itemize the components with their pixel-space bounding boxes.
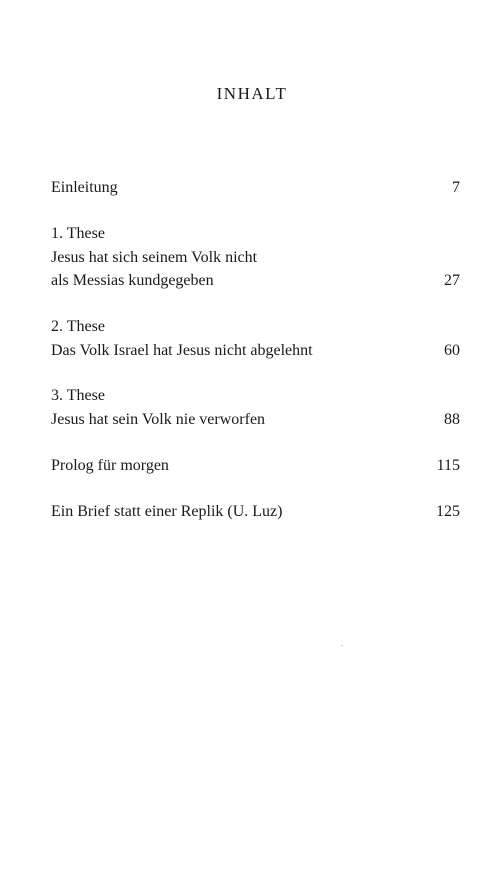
toc-entry-row [51,454,460,478]
toc-entry-row [51,408,460,432]
toc-entry-row [51,500,460,524]
toc-entry-title: Einleitung [51,179,118,196]
toc-entry-heading: 2. These [51,318,105,335]
toc-entry-row [51,269,460,293]
toc-entry-heading: 3. These [51,387,105,404]
toc-entry-title-line: Jesus hat sich seinem Volk nicht [51,248,258,266]
toc-page-number: 115 [436,457,460,474]
toc-entry-title-line: Das Volk Israel hat Jesus nicht abgelehnt [51,341,313,359]
toc-entry-brief [51,500,460,524]
toc-entry-these-1 [51,222,460,293]
toc-entry-einleitung [51,176,460,200]
toc-entry-row [51,176,460,200]
toc-page-number: 7 [452,179,460,196]
toc-page-number: 125 [436,503,460,520]
paper-speck [341,645,343,646]
toc-entry-these-3 [51,384,460,431]
toc-page-number: 88 [444,410,460,428]
toc-entry-heading: 1. These [51,225,105,242]
toc-page-number: 27 [444,272,460,289]
toc-entry-row [51,339,460,363]
toc-entry-these-2 [51,315,460,362]
toc-entry-title: Ein Brief statt einer Replik (U. Luz) [51,503,283,520]
toc-entry-prolog [51,454,460,478]
toc-entry-title: Prolog für morgen [51,457,169,474]
toc-entry-title-line: Jesus hat sein Volk nie verworfen [51,410,266,428]
toc-entry-title-line: als Messias kundgegeben [51,272,214,289]
toc-page-number: 60 [444,341,460,359]
page-title: INHALT [216,84,288,103]
